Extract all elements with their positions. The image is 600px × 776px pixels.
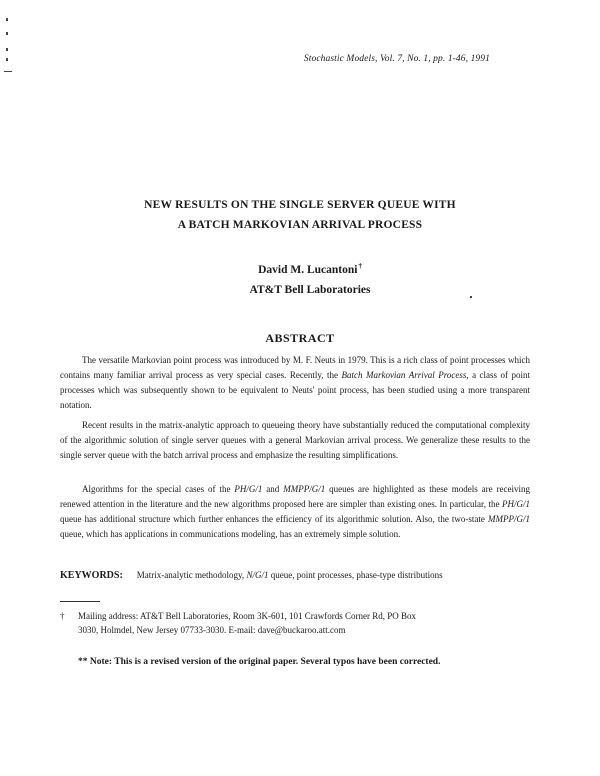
author-footnote-mark: †: [358, 262, 362, 270]
emphasis: MMPP/G/1: [283, 484, 326, 494]
footnote-rule: [60, 601, 100, 602]
scan-artifact: [6, 32, 8, 35]
text-run: , a class of point processes which was subsequently shown to be equivalent to Neuts' point process, has been studied using a more transparent notation.: [60, 370, 530, 410]
footnote: [60, 609, 530, 637]
abstract-paragraph: Recent results in the matrix-analytic approach to queueing theory have substantially reduced the computational complexity of the algorithmic solution of single server queues with a general Markovian arrival process. We generalize these results to the single server queue with the batch arrival process and emphasize the resulting simplifications.: [60, 420, 530, 460]
text-run: queues are highlighted as these models are receiving renewed attention in the literature and the new algorithms proposed here are simpler than existing ones. In particular, the: [60, 484, 531, 509]
footnote-text: Mailing address: AT&T Bell Laboratories, Room 3K-601, 101 Crawfords Corner Rd, PO Box: [78, 611, 417, 621]
author-affiliation: AT&T Bell Laboratories: [249, 283, 371, 296]
author-line: [200, 256, 420, 280]
keywords-line: [60, 568, 540, 583]
text-run: queue, point processes, phase-type distributions: [268, 570, 443, 580]
author-block: [200, 256, 420, 300]
scan-artifact: [6, 48, 8, 51]
abstract-paragraph: [60, 353, 530, 413]
emphasis: N/G/1: [246, 570, 269, 580]
text-run: queue, which has applications in communications modeling, has an extremely simple solution.: [60, 529, 401, 539]
emphasis: Batch Markovian Arrival Process: [341, 370, 467, 380]
revision-note: ** Note: This is a revised version of the original paper. Several typos have been corrected.: [78, 657, 441, 667]
abstract-heading: ABSTRACT: [265, 331, 335, 345]
scan-artifact: [470, 296, 472, 298]
title-line: A BATCH MARKOVIAN ARRIVAL PROCESS: [177, 219, 423, 231]
scan-artifact: [4, 71, 12, 72]
author-name: David M. Lucantoni: [258, 263, 358, 276]
text-run: Matrix-analytic methodology,: [136, 570, 247, 580]
keywords-label: KEYWORDS:: [60, 570, 123, 581]
footnote-mark: †: [60, 611, 65, 621]
paper-title: [90, 195, 510, 235]
emphasis: PH/G/1: [502, 499, 530, 509]
emphasis: MMPP/G/1: [488, 514, 530, 524]
scan-artifact: [6, 58, 8, 61]
text-run: and: [262, 484, 284, 494]
abstract-paragraph: [60, 482, 530, 542]
journal-citation: Stochastic Models, Vol. 7, No. 1, pp. 1-46, 1991: [303, 54, 490, 64]
footnote-text: 3030, Holmdel, New Jersey 07733-3030. E-mail: dave@buckaroo.att.com: [78, 625, 346, 635]
emphasis: PH/G/1: [234, 484, 263, 494]
title-line: NEW RESULTS ON THE SINGLE SERVER QUEUE WITH: [144, 199, 456, 211]
text-run: queue has additional structure which further enhances the efficiency of its algorithmic solution. Also, the two-state: [60, 514, 488, 524]
scan-artifact: [6, 18, 8, 21]
text-run: The versatile Markovian point process was introduced by M. F. Neuts in 1979. This is a rich class of point processes which contains many familiar arrival process as very special cases. Recently, the: [60, 355, 530, 380]
text-run: Algorithms for the special cases of the: [82, 484, 235, 494]
